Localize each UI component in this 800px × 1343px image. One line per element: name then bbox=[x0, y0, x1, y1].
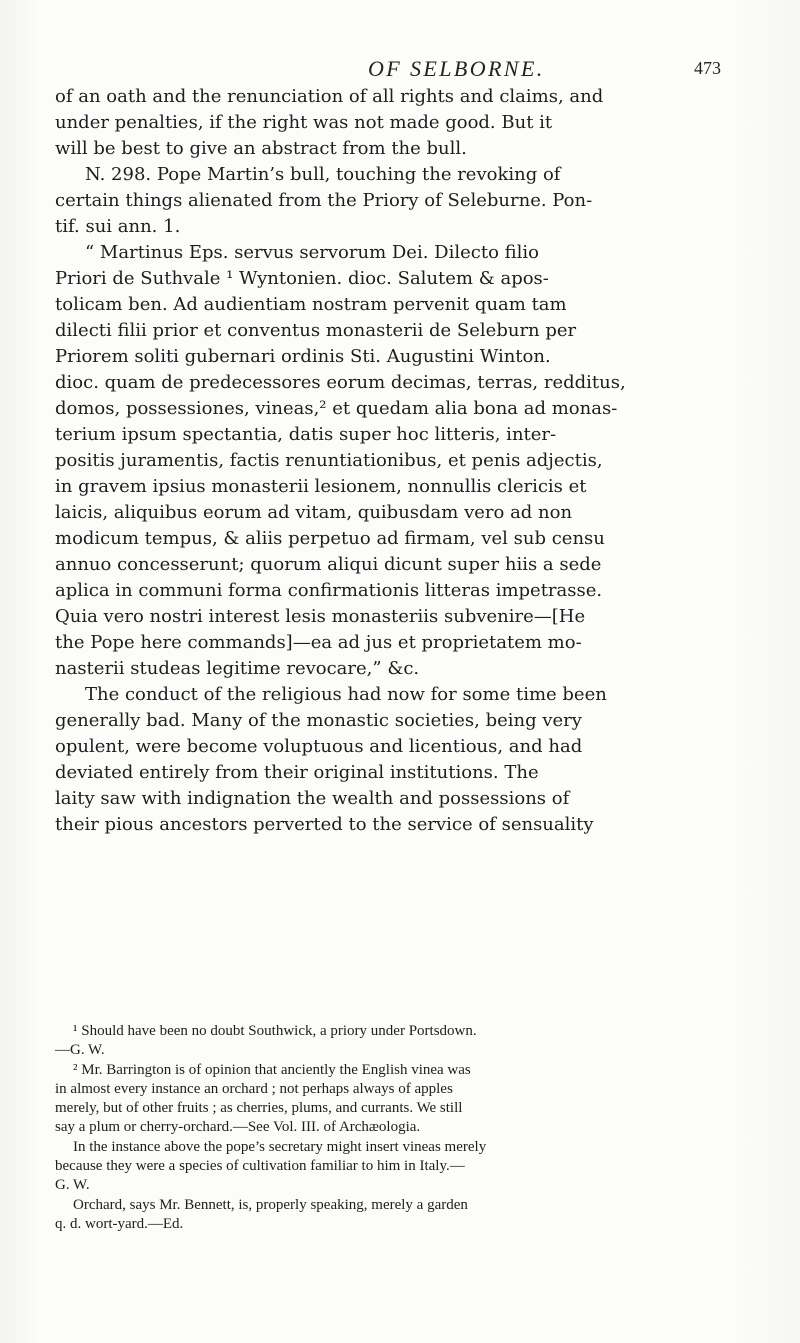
text-line: will be best to give an abstract from the bull. bbox=[55, 138, 467, 159]
text-line: tolicam ben. Ad audientiam nostram pervenit quam tam bbox=[55, 294, 567, 315]
text-line: Priorem soliti gubernari ordinis Sti. Augustini Winton. bbox=[55, 346, 551, 367]
footnote-line: say a plum or cherry-orchard.—See Vol. III. of Archæologia. bbox=[55, 1119, 421, 1136]
footnote-line: merely, but of other fruits ; as cherries, plums, and currants. We still bbox=[55, 1100, 463, 1117]
text-line: certain things alienated from the Priory of Seleburne. Pon- bbox=[55, 190, 593, 211]
footnote-line: In the instance above the pope’s secretary might insert vineas merely bbox=[73, 1138, 487, 1155]
text-line: laity saw with indignation the wealth and possessions of bbox=[55, 788, 570, 809]
text-line: tif. sui ann. 1. bbox=[55, 216, 181, 237]
footnote-line: q. d. wort-yard.—Ed. bbox=[55, 1215, 184, 1232]
text-line: deviated entirely from their original institutions. The bbox=[55, 762, 539, 783]
text-line: terium ipsum spectantia, datis super hoc litteris, inter- bbox=[55, 424, 557, 445]
running-head bbox=[0, 56, 800, 86]
footnotes bbox=[55, 1022, 727, 1234]
text-line: dioc. quam de predecessores eorum decimas, terras, redditus, bbox=[55, 372, 626, 393]
text-line: their pious ancestors perverted to the service of sensuality bbox=[55, 814, 594, 835]
text-line: dilecti filii prior et conventus monasterii de Seleburn per bbox=[55, 320, 577, 341]
running-title: OF SELBORNE. bbox=[368, 56, 545, 81]
footnote-line: in almost every instance an orchard ; not perhaps always of apples bbox=[55, 1080, 453, 1097]
footnote-line: Orchard, says Mr. Bennett, is, properly speaking, merely a garden bbox=[73, 1196, 468, 1213]
text-line: nasterii studeas legitime revocare,” &c. bbox=[55, 658, 420, 679]
footnote-line: because they were a species of cultivation familiar to him in Italy.— bbox=[55, 1158, 465, 1175]
text-line: under penalties, if the right was not made good. But it bbox=[55, 112, 553, 133]
footnote-line: G. W. bbox=[55, 1177, 90, 1194]
footnote-line: —G. W. bbox=[55, 1042, 105, 1059]
text-line: Quia vero nostri interest lesis monasteriis subvenire—[He bbox=[55, 606, 586, 627]
footnote-line: ¹ Should have been no doubt Southwick, a priory under Portsdown. bbox=[73, 1023, 477, 1039]
text-line: of an oath and the renunciation of all rights and claims, and bbox=[55, 86, 604, 107]
text-line: N. 298. Pope Martin’s bull, touching the revoking of bbox=[85, 164, 561, 185]
text-line: annuo concesserunt; quorum aliqui dicunt super hiis a sede bbox=[55, 554, 602, 575]
text-line: The conduct of the religious had now for some time been bbox=[85, 684, 607, 705]
text-line: modicum tempus, & aliis perpetuo ad firmam, vel sub censu bbox=[55, 528, 605, 549]
page-number: 473 bbox=[694, 58, 721, 78]
text-line: “ Martinus Eps. servus servorum Dei. Dilecto filio bbox=[85, 242, 539, 263]
text-line: Priori de Suthvale ¹ Wyntonien. dioc. Salutem & apos- bbox=[55, 268, 549, 289]
text-line: opulent, were become voluptuous and licentious, and had bbox=[55, 736, 583, 757]
text-line: in gravem ipsius monasterii lesionem, nonnullis clericis et bbox=[55, 476, 587, 497]
text-line: the Pope here commands]—ea ad jus et proprietatem mo- bbox=[55, 632, 582, 653]
text-line: domos, possessiones, vineas,² et quedam alia bona ad monas- bbox=[55, 398, 618, 419]
text-line: generally bad. Many of the monastic societies, being very bbox=[55, 710, 582, 731]
footnote-line: ² Mr. Barrington is of opinion that anciently the English vinea was bbox=[73, 1061, 471, 1078]
body-text bbox=[55, 84, 727, 838]
text-line: aplica in communi forma confirmationis litteras impetrasse. bbox=[55, 580, 603, 601]
text-line: positis juramentis, factis renuntiationibus, et penis adjectis, bbox=[55, 450, 603, 471]
text-line: laicis, aliquibus eorum ad vitam, quibusdam vero ad non bbox=[55, 502, 573, 523]
